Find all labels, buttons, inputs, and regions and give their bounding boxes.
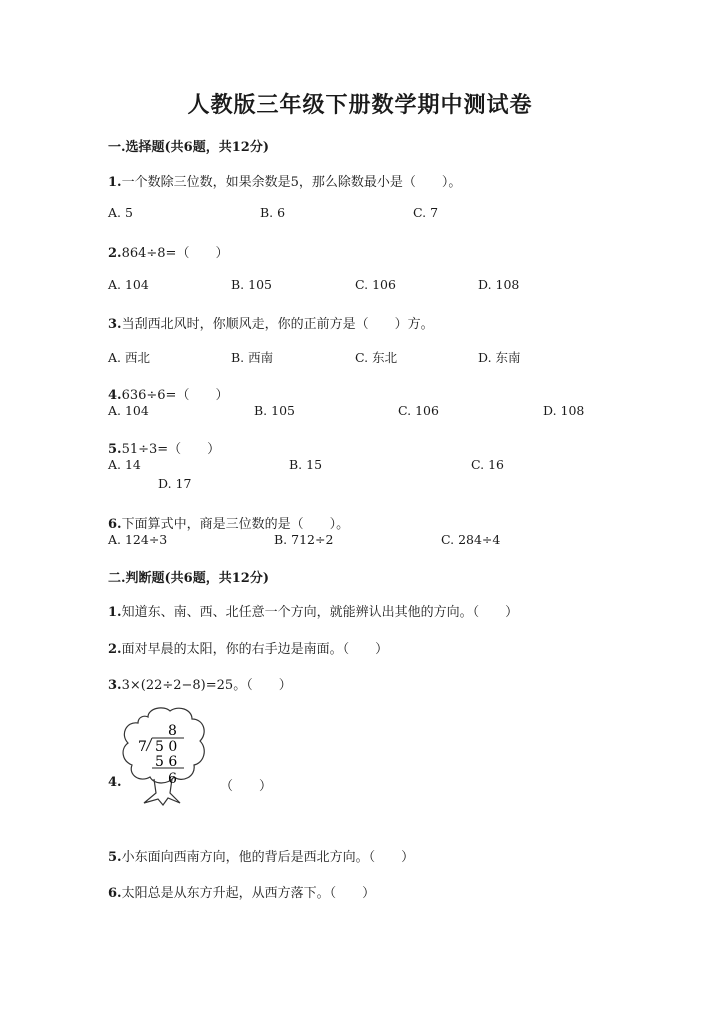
- option-d[interactable]: D. 108: [543, 403, 585, 418]
- option-b[interactable]: B. 105: [254, 403, 295, 418]
- judge-question-6: [108, 882, 375, 901]
- option-c[interactable]: C. 7: [413, 205, 439, 220]
- option-a[interactable]: A. 124÷3: [108, 532, 168, 547]
- question-text: 一个数除三位数，如果余数是5，那么除数最小是（ ）。: [121, 175, 462, 190]
- question-text: 小东面向西南方向，他的背后是西北方向。（ ）: [121, 850, 415, 865]
- choice-question-1: [108, 171, 461, 190]
- question-number: 4.: [108, 775, 122, 790]
- tree-division-figure: [118, 705, 210, 809]
- question-text: 3×(22÷2−8)=25。（ ）: [121, 678, 292, 693]
- option-c[interactable]: C. 106: [355, 277, 396, 292]
- choice-question-2: [108, 242, 228, 261]
- page-title: 人教版三年级下册数学期中测试卷: [187, 92, 533, 118]
- judge-question-4-blank: （ ）: [220, 779, 273, 794]
- option-a[interactable]: A. 西北: [108, 350, 150, 365]
- question-number: 6.: [108, 886, 122, 901]
- choice-question-4: [108, 384, 228, 403]
- option-c[interactable]: C. 106: [398, 403, 439, 418]
- option-d[interactable]: D. 108: [478, 277, 520, 292]
- judge-question-1: [108, 601, 518, 620]
- question-text: 51÷3=（ ）: [121, 442, 221, 457]
- question-text: 下面算式中，商是三位数的是（ ）。: [121, 517, 350, 532]
- option-c[interactable]: C. 284÷4: [441, 532, 501, 547]
- section-heading-choice: 一.选择题(共6题，共12分): [108, 140, 269, 155]
- question-number: 2.: [108, 642, 122, 657]
- question-text: 太阳总是从东方升起，从西方落下。（ ）: [121, 886, 376, 901]
- option-a[interactable]: A. 104: [108, 277, 149, 292]
- question-text: 面对早晨的太阳，你的右手边是南面。（ ）: [121, 642, 389, 657]
- question-number: 3.: [108, 317, 122, 332]
- question-number: 5.: [108, 442, 122, 457]
- question-text: 当刮西北风时，你顺风走，你的正前方是（ ）方。: [121, 317, 434, 332]
- product-text: 5 6: [155, 754, 178, 770]
- question-number: 3.: [108, 678, 122, 693]
- judge-question-2: [108, 638, 388, 657]
- quotient-text: 8: [168, 723, 177, 739]
- option-a[interactable]: A. 14: [108, 457, 141, 472]
- choice-question-3: [108, 313, 434, 332]
- choice-question-6: [108, 513, 349, 532]
- judge-question-3: [108, 674, 292, 693]
- question-number: 2.: [108, 246, 122, 261]
- option-b[interactable]: B. 西南: [231, 350, 274, 365]
- question-text: 864÷8=（ ）: [121, 246, 229, 261]
- question-text: 知道东、南、西、北任意一个方向，就能辨认出其他的方向。（ ）: [121, 605, 519, 620]
- question-number: 4.: [108, 388, 122, 403]
- option-d[interactable]: D. 17: [158, 476, 192, 491]
- judge-question-5: [108, 846, 414, 865]
- question-number: 6.: [108, 517, 122, 532]
- remainder-text: 6: [168, 771, 177, 787]
- dividend-text: 5 0: [155, 739, 178, 755]
- option-b[interactable]: B. 6: [260, 205, 286, 220]
- option-d[interactable]: D. 东南: [478, 350, 521, 365]
- divisor-text: 7: [138, 739, 147, 755]
- option-a[interactable]: A. 104: [108, 403, 149, 418]
- question-number: 1.: [108, 175, 122, 190]
- section-heading-judge: 二.判断题(共6题，共12分): [108, 571, 269, 586]
- option-b[interactable]: B. 15: [289, 457, 323, 472]
- option-b[interactable]: B. 712÷2: [274, 532, 334, 547]
- option-c[interactable]: C. 16: [471, 457, 504, 472]
- option-b[interactable]: B. 105: [231, 277, 272, 292]
- option-c[interactable]: C. 东北: [355, 350, 398, 365]
- option-a[interactable]: A. 5: [108, 205, 133, 220]
- question-number: 5.: [108, 850, 122, 865]
- choice-question-5: [108, 438, 220, 457]
- question-text: 636÷6=（ ）: [121, 388, 229, 403]
- question-number: 1.: [108, 605, 122, 620]
